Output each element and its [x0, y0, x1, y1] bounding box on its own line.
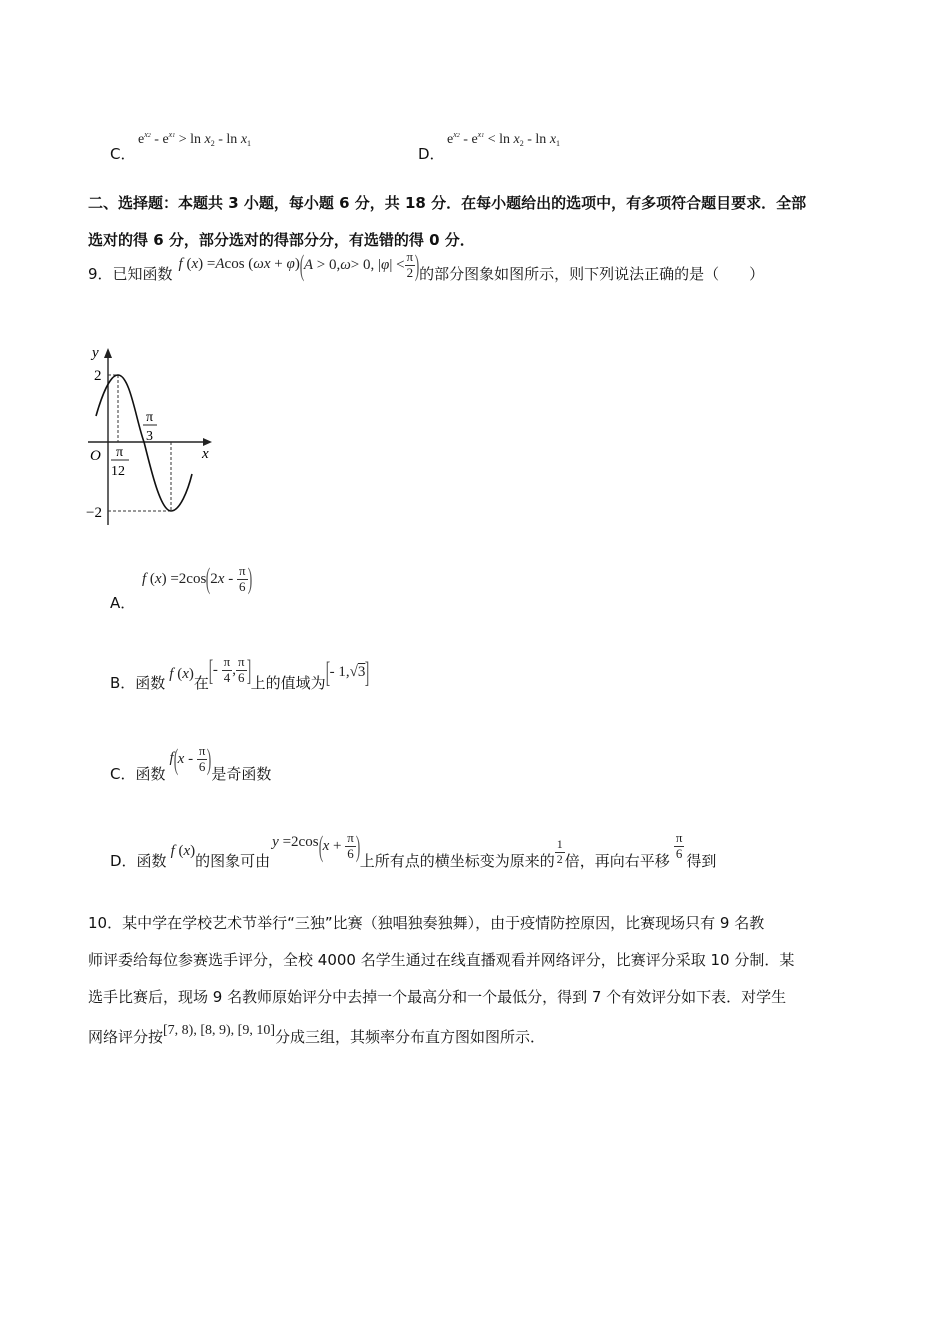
option-d-source-function: y =2cos ( x + $\frac{\pi}{6}$ ) — [272, 829, 361, 863]
option-b-interval: [ - $\frac{\pi}{4}$ , $\frac{\pi}{6}$ ] — [208, 653, 251, 687]
question-10-line2: 师评委给每位参赛选手评分，全校 4000 名学生通过在线直播观看并网络评分，比赛评分采取 10 分制．某 — [88, 951, 795, 969]
option-d-expression: $e^{x2} - e^{x1} < \ln x_2 - \ln x_1$ — [447, 130, 561, 148]
cosine-curve — [96, 375, 192, 511]
x-axis-label: x — [202, 446, 209, 462]
option-d-half: $\frac{1}{2}$ — [556, 837, 563, 866]
y-max-label: 2 — [94, 368, 102, 384]
option-a-label: A． — [110, 594, 136, 612]
score-intervals: [7, 8), [8, 9), [9, 10] — [163, 1022, 275, 1038]
option-d-shift: $\frac{\pi}{6}$ — [675, 830, 683, 861]
question-10-line4-prefix: 网络评分按 — [88, 1028, 164, 1046]
question-9-stem — [88, 248, 765, 284]
question-9-suffix: 的部分图象如图所示，则下列说法正确的是（ ） — [419, 265, 765, 283]
parameter-conditions: ( A > 0, ω > 0, | φ | < $\frac{\pi}{2}$ ) — [299, 248, 420, 282]
option-d-fx: f (x) — [170, 843, 196, 859]
y-axis-arrow — [104, 348, 112, 358]
option-b — [110, 648, 369, 693]
origin-label: O — [90, 448, 101, 464]
section-heading-line1: 二、选择题：本题共 3 小题，每小题 6 分，共 18 分．在每小题给出的选项中，有多项符合题目要求．全部 — [88, 194, 807, 212]
tick-pi3-denominator: 3 — [146, 429, 153, 444]
option-c — [110, 735, 271, 784]
question-10-line4 — [88, 1020, 545, 1047]
tick-pi12-denominator: 12 — [111, 464, 125, 479]
option-d — [110, 822, 716, 871]
tick-pi3-numerator: π — [146, 410, 154, 425]
option-c-f: f — [169, 750, 174, 766]
option-b-text1: 在 — [193, 674, 209, 692]
question-10-line4-suffix: 分成三组，其频率分布直方图如图所示． — [275, 1028, 546, 1046]
x-axis-arrow — [203, 438, 212, 446]
question-9-prefix: 9．已知函数 — [88, 265, 173, 283]
y-axis-label: y — [92, 345, 99, 361]
option-c-label: C．函数 — [110, 765, 166, 783]
option-b-fx: f (x) — [169, 666, 194, 682]
question-10-line1: 10．某中学在学校艺术节举行“三独”比赛（独唱独奏独舞），由于疫情防控原因，比赛现场只有 9 名教 — [88, 914, 765, 932]
section-heading-line2: 选对的得 6 分，部分选对的得部分分，有选错的得 0 分． — [88, 231, 475, 249]
function-definition: f (x) =Acos (ωx + φ) — [178, 256, 300, 272]
option-d-text1: 的图象可由 — [195, 852, 271, 870]
option-d-label: D．函数 — [110, 852, 167, 870]
option-c-argument: ( x - $\frac{\pi}{6}$ ) — [173, 742, 212, 776]
y-min-label: −2 — [86, 505, 102, 521]
option-b-text2: 上的值域为 — [250, 674, 326, 692]
tick-pi12-numerator: π — [116, 445, 124, 460]
function-graph — [80, 340, 220, 530]
option-d-text3: 倍，再向右平移 — [564, 852, 670, 870]
option-d-label: D． — [418, 145, 445, 163]
option-d-suffix: 得到 — [686, 852, 717, 870]
option-a-expression: f (x) =2cos ( 2x - $\frac{\pi}{6}$ ) — [142, 562, 252, 595]
option-c-suffix: 是奇函数 — [211, 765, 272, 783]
option-b-label: B．函数 — [110, 674, 166, 692]
option-c-label: C． — [110, 145, 136, 163]
option-d-text2: 上所有点的横坐标变为原来的 — [359, 852, 555, 870]
option-c-expression: $e^{x2} - e^{x1} > \ln x_2 - \ln x_1$ — [138, 130, 252, 148]
option-b-range: [ - 1,√3 ] — [325, 655, 370, 689]
question-10-line3: 选手比赛后，现场 9 名教师原始评分中去掉一个最高分和一个最低分，得到 7 个有效评分如下表．对学生 — [88, 988, 787, 1006]
